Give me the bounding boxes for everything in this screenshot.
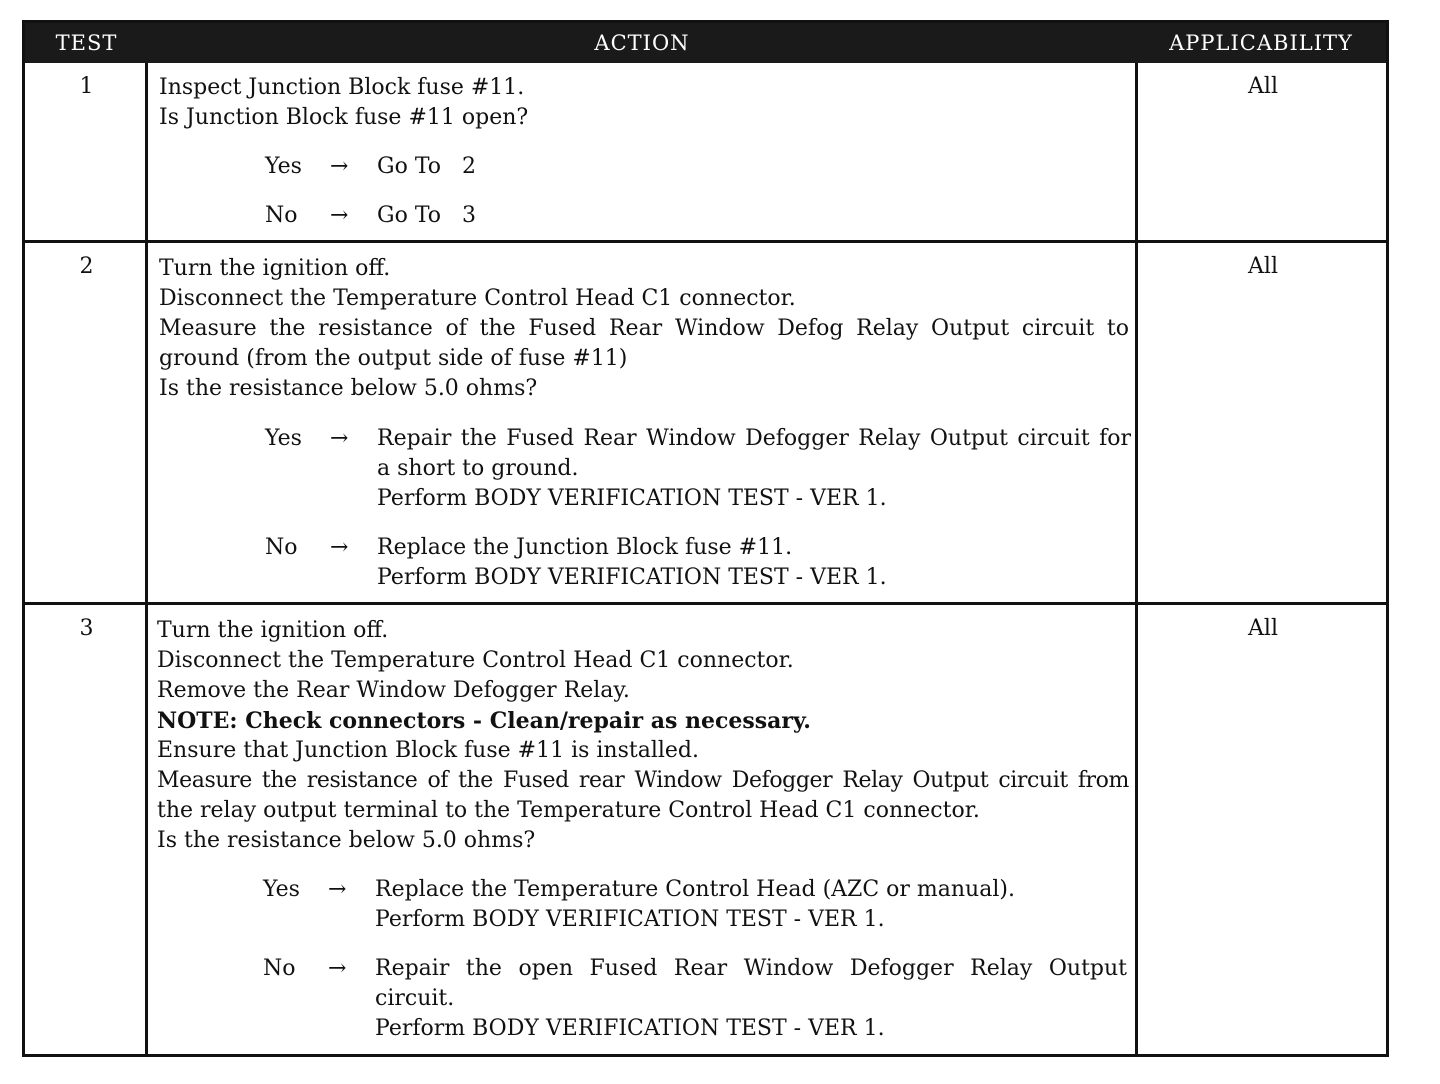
applicability-value: All <box>1248 254 1278 279</box>
answer-label: No <box>263 956 296 981</box>
table-header <box>25 23 1386 63</box>
row-divider <box>25 240 1386 243</box>
column-divider <box>145 63 148 1054</box>
outcome-result <box>377 533 887 593</box>
action-line: Disconnect the Temperature Control Head C1 connector. <box>159 286 796 311</box>
action-line: Disconnect the Temperature Control Head C1 connector. <box>157 648 794 673</box>
outcome-yes <box>265 424 1131 514</box>
action-line: Turn the ignition off. <box>157 618 389 643</box>
answer-label: Yes <box>265 154 302 179</box>
row-divider <box>25 602 1386 605</box>
outcome-result <box>377 152 476 182</box>
test-number: 2 <box>79 254 94 279</box>
result-line: Perform BODY VERIFICATION TEST - VER 1. <box>375 1016 885 1041</box>
arrow-icon: → <box>330 154 349 179</box>
outcome-yes <box>265 152 1085 182</box>
result-line: a short to ground. <box>377 456 579 481</box>
note-line: NOTE: Check connectors - Clean/repair as necessary. <box>157 708 811 734</box>
result-line: Perform BODY VERIFICATION TEST - VER 1. <box>377 565 887 590</box>
result-line: Replace the Junction Block fuse #11. <box>377 535 793 560</box>
outcome-no <box>263 954 1127 1044</box>
applicability-value: All <box>1248 616 1278 641</box>
header-action: ACTION <box>594 31 690 55</box>
result-line: Replace the Temperature Control Head (AZC or manual). <box>375 877 1015 902</box>
outcome-result <box>377 424 1131 514</box>
result-line: Go To 3 <box>377 203 476 228</box>
arrow-icon: → <box>330 426 349 451</box>
answer-label: Yes <box>263 877 300 902</box>
result-line: Perform BODY VERIFICATION TEST - VER 1. <box>377 486 887 511</box>
action-line: Ensure that Junction Block fuse #11 is installed. <box>157 738 700 763</box>
applicability-value: All <box>1248 74 1278 99</box>
action-line: Inspect Junction Block fuse #11. <box>159 75 525 100</box>
action-line: Remove the Rear Window Defogger Relay. <box>157 678 630 703</box>
outcome-no <box>265 533 1085 593</box>
action-line: Turn the ignition off. <box>159 256 391 281</box>
outcome-result <box>375 875 1015 935</box>
answer-label: Yes <box>265 426 302 451</box>
result-line: Repair the Fused Rear Window Defogger Relay Output circuit for <box>377 426 1131 451</box>
column-divider <box>1135 63 1138 1054</box>
answer-label: No <box>265 203 298 228</box>
result-line: circuit. <box>375 986 455 1011</box>
outcome-no <box>265 201 1085 231</box>
arrow-icon: → <box>328 956 347 981</box>
action-line: Is the resistance below 5.0 ohms? <box>157 828 536 853</box>
header-test: TEST <box>55 31 118 55</box>
arrow-icon: → <box>330 535 349 560</box>
test-number: 1 <box>79 74 94 99</box>
outcome-yes <box>263 875 1083 935</box>
action-text <box>159 73 528 133</box>
arrow-icon: → <box>330 203 349 228</box>
outcome-result <box>377 201 476 231</box>
outcome-result <box>375 954 1127 1044</box>
action-line: Is the resistance below 5.0 ohms? <box>159 376 538 401</box>
action-line: ground (from the output side of fuse #11) <box>159 346 628 371</box>
action-line: Is Junction Block fuse #11 open? <box>159 105 529 130</box>
action-text <box>159 254 1129 404</box>
action-line: the relay output terminal to the Temperature Control Head C1 connector. <box>157 798 980 823</box>
result-line: Repair the open Fused Rear Window Defogger Relay Output <box>375 956 1127 981</box>
test-number: 3 <box>79 616 94 641</box>
result-line: Perform BODY VERIFICATION TEST - VER 1. <box>375 907 885 932</box>
answer-label: No <box>265 535 298 560</box>
result-line: Go To 2 <box>377 154 476 179</box>
diagnostic-table <box>22 20 1389 1057</box>
action-line: Measure the resistance of the Fused rear Window Defogger Relay Output circuit from <box>157 768 1129 793</box>
header-applicability: APPLICABILITY <box>1169 31 1353 55</box>
arrow-icon: → <box>328 877 347 902</box>
action-text <box>157 616 1129 856</box>
action-line: Measure the resistance of the Fused Rear Window Defog Relay Output circuit to <box>159 316 1129 341</box>
